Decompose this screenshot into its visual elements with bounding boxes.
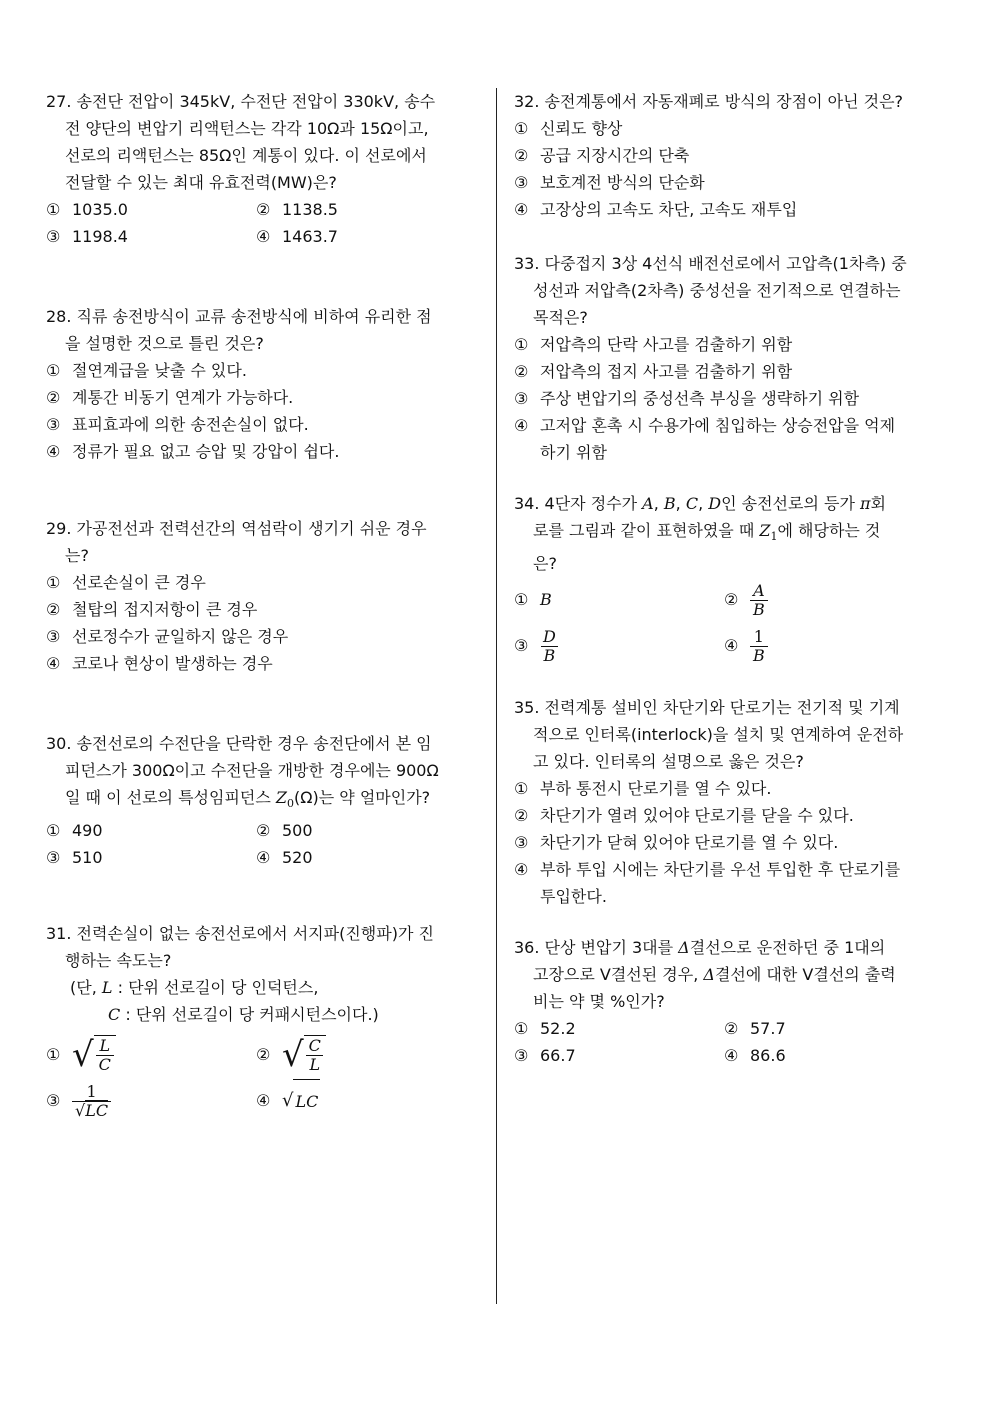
option-3[interactable] (46, 223, 256, 250)
option-4-continued (514, 883, 946, 910)
symbol-delta: Δ (678, 938, 690, 957)
option-marker: ③ (514, 1046, 529, 1065)
option-3[interactable] (514, 385, 946, 412)
option-2[interactable] (514, 802, 946, 829)
option-marker: ② (256, 821, 271, 841)
denominator (72, 1101, 111, 1120)
option-marker: ③ (46, 848, 61, 868)
option-text: 부하 통전시 단로기를 열 수 있다. (540, 779, 772, 798)
numerator: 1 (86, 1081, 97, 1101)
option-4-continued (514, 439, 946, 466)
symbol-z: Z (275, 788, 288, 807)
option-marker: ③ (46, 415, 61, 434)
radicand (304, 1035, 326, 1075)
numerator: D (543, 626, 556, 646)
option-text: B (540, 590, 552, 610)
sqrt-expression (282, 1035, 326, 1075)
stem-line: 는? (65, 546, 89, 565)
symbol-subscript: 0 (287, 797, 295, 811)
option-marker: ① (46, 200, 61, 219)
option-1[interactable] (514, 1015, 724, 1042)
option-3[interactable] (514, 623, 724, 669)
option-text: 정류가 필요 없고 승압 및 강압이 쉽다. (72, 442, 340, 461)
stem-line: 고 있다. 인터록의 설명으로 옳은 것은? (533, 752, 804, 771)
option-marker: ① (46, 821, 61, 841)
stem-line: 목적은? (533, 308, 588, 327)
option-marker: ① (514, 119, 529, 138)
question-stem (46, 515, 478, 569)
question-stem (514, 250, 946, 331)
option-4[interactable] (256, 223, 466, 250)
option-3[interactable] (514, 829, 946, 856)
option-text: 86.6 (750, 1046, 786, 1065)
option-2[interactable] (46, 384, 478, 411)
option-4[interactable] (724, 623, 934, 669)
question-stem (514, 88, 946, 115)
stem-line: 비는 약 몇 %인가? (533, 992, 665, 1011)
option-3[interactable] (514, 1042, 724, 1069)
option-text: 차단기가 닫혀 있어야 단로기를 열 수 있다. (540, 833, 839, 852)
stem-line: 전 양단의 변압기 리액턴스는 각각 10Ω과 15Ω이고, (65, 119, 429, 138)
symbol-a: A (642, 494, 654, 513)
radical-sign: √ (282, 1090, 294, 1111)
question-34 (514, 490, 946, 669)
symbol-l: L (101, 978, 113, 997)
option-1[interactable] (46, 569, 478, 596)
stem-line: 피던스가 300Ω이고 수전단을 개방한 경우에는 900Ω (65, 761, 439, 780)
question-note (46, 1001, 478, 1028)
option-text: 510 (72, 848, 103, 868)
stem-line (46, 784, 478, 817)
option-text: 520 (282, 848, 313, 868)
option-text: 490 (72, 821, 103, 841)
option-text: 선로손실이 큰 경우 (72, 573, 206, 592)
symbol-z: Z (759, 521, 771, 540)
stem-line: 34. 4단자 정수가 A, B, C, D인 송전선로의 등가 π회 (514, 494, 886, 513)
question-stem (514, 934, 946, 1015)
option-marker: ④ (256, 1091, 271, 1110)
option-1[interactable] (46, 817, 256, 844)
fraction (750, 582, 768, 619)
question-stem (46, 730, 478, 817)
numerator: 1 (753, 626, 764, 646)
option-marker: ① (46, 1045, 61, 1064)
option-text: 신뢰도 향상 (540, 119, 623, 138)
option-marker: ③ (514, 833, 529, 852)
stem-line (514, 517, 946, 550)
radical-sign: √ (75, 1100, 86, 1120)
stem-text: 회 (870, 494, 886, 513)
option-4[interactable] (46, 438, 478, 465)
option-marker: ③ (514, 636, 529, 656)
symbol-subscript: 1 (770, 530, 778, 544)
question-stem (46, 920, 478, 974)
stem-line: 성선과 저압측(2차측) 중성선을 전기적으로 연결하는 (533, 281, 901, 300)
stem-line: 을 설명한 것으로 틀린 것은? (65, 334, 264, 353)
stem-line: 전달할 수 있는 최대 유효전력(MW)은? (65, 173, 337, 192)
stem-line (514, 961, 946, 988)
option-marker: ② (514, 362, 529, 381)
option-text: 1138.5 (282, 200, 338, 219)
radicand (94, 1035, 116, 1075)
question-27 (46, 88, 478, 250)
option-marker: ③ (46, 227, 61, 246)
stem-text: 결선으로 운전하던 중 1대의 (689, 938, 886, 957)
option-marker: ④ (724, 636, 739, 656)
note-text: (단, (70, 978, 102, 997)
option-text: 차단기가 열려 있어야 단로기를 닫을 수 있다. (540, 806, 854, 825)
radicand: LC (293, 1079, 320, 1124)
option-marker: ② (724, 1019, 739, 1038)
question-stem (514, 490, 946, 577)
stem-line: 29. 가공전선과 전력선간의 역섬락이 생기기 쉬운 경우 (46, 519, 427, 538)
option-text: 고저압 혼촉 시 수용가에 침입하는 상승전압을 억제 (540, 416, 896, 435)
option-4[interactable] (514, 856, 946, 883)
stem-line: 33. 다중접지 3상 4선식 배전선로에서 고압측(1차측) 중 (514, 254, 907, 273)
stem-text: 인 송전선로의 등가 (721, 494, 860, 513)
option-marker: ③ (46, 627, 61, 646)
fraction (96, 1037, 114, 1074)
option-marker: ④ (724, 1046, 739, 1065)
option-marker: ② (256, 200, 271, 219)
option-marker: ① (514, 335, 529, 354)
answer-options (46, 196, 478, 250)
question-stem (46, 88, 478, 196)
stem-line: 30. 송전선로의 수전단을 단락한 경우 송전단에서 본 임 (46, 734, 432, 753)
numerator: A (753, 580, 765, 600)
stem-text: 34. 4단자 정수가 (514, 494, 643, 513)
option-text: 고장상의 고속도 차단, 고속도 재투입 (540, 200, 798, 219)
stem-line: 35. 전력계통 설비인 차단기와 단로기는 전기적 및 기계 (514, 698, 900, 717)
option-marker: ② (514, 146, 529, 165)
option-text: 하기 위함 (540, 443, 607, 462)
option-marker: ④ (514, 416, 529, 435)
option-3[interactable] (46, 1078, 256, 1124)
option-marker: ① (514, 1019, 529, 1038)
option-3[interactable] (46, 844, 256, 871)
question-35 (514, 694, 946, 910)
option-1[interactable] (514, 331, 946, 358)
option-2[interactable] (256, 817, 466, 844)
question-32 (514, 88, 946, 223)
symbol-delta: Δ (703, 965, 715, 984)
option-1[interactable] (514, 115, 946, 142)
option-text: 1035.0 (72, 200, 128, 219)
option-text: 1463.7 (282, 227, 338, 246)
option-4[interactable] (46, 650, 478, 677)
answer-options (514, 577, 946, 669)
question-33 (514, 250, 946, 466)
question-31 (46, 920, 478, 1124)
note-text: : 단위 선로길이 당 커패시턴스이다.) (120, 1005, 379, 1024)
stem-text: 결선에 대한 V결선의 출력 (714, 965, 896, 984)
symbol-b: B (663, 494, 676, 513)
denominator: L (306, 1055, 323, 1074)
option-text: 철탑의 접지저항이 큰 경우 (72, 600, 258, 619)
option-text: 절연계급을 낮출 수 있다. (72, 361, 247, 380)
stem-line (514, 938, 885, 957)
question-stem (514, 694, 946, 775)
stem-text: 일 때 이 선로의 특성임피던스 (65, 788, 276, 807)
option-text: 계통간 비동기 연계가 가능하다. (72, 388, 294, 407)
option-marker: ② (514, 806, 529, 825)
option-1[interactable] (46, 196, 256, 223)
option-marker: ④ (46, 442, 61, 461)
stem-text: 고장으로 V결선된 경우, (533, 965, 704, 984)
option-4[interactable] (256, 1078, 466, 1124)
stem-line: 행하는 속도는? (65, 951, 172, 970)
option-1[interactable] (46, 1032, 256, 1078)
note-text: : 단위 선로길이 당 인덕턴스, (112, 978, 319, 997)
fraction (750, 628, 768, 665)
denominator: B (541, 646, 559, 665)
option-4[interactable] (514, 412, 946, 439)
stem-text: 36. 단상 변압기 3대를 (514, 938, 679, 957)
option-text: 1198.4 (72, 227, 128, 246)
option-1[interactable] (46, 357, 478, 384)
denominator: B (750, 600, 768, 619)
option-text: 57.7 (750, 1019, 786, 1038)
symbol-pi: π (860, 494, 871, 513)
stem-line: 27. 송전단 전압이 345kV, 수전단 전압이 330kV, 송수 (46, 92, 436, 111)
fraction (540, 628, 559, 665)
option-1[interactable] (514, 577, 724, 623)
stem-line: 32. 송전계통에서 자동재폐로 방식의 장점이 아닌 것은? (514, 92, 904, 111)
option-marker: ④ (514, 200, 529, 219)
option-text: 코로나 현상이 발생하는 경우 (72, 654, 273, 673)
radicand: LC (85, 1100, 109, 1120)
option-marker: ④ (46, 654, 61, 673)
option-marker: ④ (256, 227, 271, 246)
stem-text: 에 해당하는 것 (777, 521, 881, 540)
option-3[interactable] (46, 411, 478, 438)
numerator: C (308, 1036, 321, 1055)
option-marker: ② (46, 388, 61, 407)
option-text: 52.2 (540, 1019, 576, 1038)
option-text: 부하 투입 시에는 차단기를 우선 투입한 후 단로기를 (540, 860, 901, 879)
option-text: 공급 지장시간의 단축 (540, 146, 690, 165)
option-3[interactable] (46, 623, 478, 650)
option-text: 66.7 (540, 1046, 576, 1065)
stem-line: 28. 직류 송전방식이 교류 송전방식에 비하여 유리한 점 (46, 307, 432, 326)
option-text: 선로정수가 균일하지 않은 경우 (72, 627, 289, 646)
option-4[interactable] (514, 196, 946, 223)
question-30 (46, 730, 478, 871)
option-text: 보호계전 방식의 단순화 (540, 173, 705, 192)
option-text: 500 (282, 821, 313, 841)
option-marker: ③ (514, 389, 529, 408)
option-marker: ② (46, 600, 61, 619)
stem-text: (Ω)는 약 얼마인가? (294, 788, 431, 807)
radical-sign: √ (72, 1035, 94, 1075)
option-marker: ③ (46, 1091, 61, 1110)
option-marker: ③ (514, 173, 529, 192)
stem-line: 선로의 리액턴스는 85Ω인 계통이 있다. 이 선로에서 (65, 146, 427, 165)
stem-line: 은? (533, 554, 557, 574)
denominator: B (750, 646, 768, 665)
option-text: 저압측의 단락 사고를 검출하기 위함 (540, 335, 793, 354)
option-2[interactable] (724, 1015, 934, 1042)
question-28 (46, 303, 478, 465)
option-2[interactable] (724, 577, 934, 623)
option-3[interactable] (514, 169, 946, 196)
fraction (72, 1083, 111, 1120)
stem-text: 로를 그림과 같이 표현하였을 때 (533, 521, 760, 540)
answer-options (46, 1032, 478, 1124)
symbol-c: C (685, 494, 699, 513)
option-2[interactable] (256, 196, 466, 223)
question-stem (46, 303, 478, 357)
numerator: L (99, 1036, 111, 1055)
option-text: 투입한다. (540, 887, 607, 906)
symbol-c: C (108, 1005, 121, 1024)
sqrt-expression (72, 1035, 116, 1075)
column-divider (496, 88, 497, 1304)
stem-line: 31. 전력손실이 없는 송전선로에서 서지파(진행파)가 진 (46, 924, 434, 943)
option-4[interactable] (256, 844, 466, 871)
answer-options (46, 817, 478, 871)
option-marker: ① (46, 361, 61, 380)
option-4[interactable] (724, 1042, 934, 1069)
question-note (46, 974, 478, 1001)
option-2[interactable] (46, 596, 478, 623)
option-2[interactable] (514, 358, 946, 385)
question-29 (46, 515, 478, 677)
answer-options (514, 1015, 946, 1069)
option-text: 주상 변압기의 중성선측 부싱을 생략하기 위함 (540, 389, 860, 408)
option-marker: ① (514, 590, 529, 610)
denominator: C (96, 1055, 114, 1074)
option-text: 저압측의 접지 사고를 검출하기 위함 (540, 362, 793, 381)
stem-line: 적으로 인터록(interlock)을 설치 및 연계하여 운전하 (533, 725, 904, 744)
option-marker: ④ (514, 860, 529, 879)
question-36 (514, 934, 946, 1069)
option-marker: ① (514, 779, 529, 798)
option-text: 표피효과에 의한 송전손실이 없다. (72, 415, 309, 434)
option-marker: ④ (256, 848, 271, 868)
option-2[interactable] (514, 142, 946, 169)
option-marker: ② (256, 1045, 271, 1064)
fraction (306, 1037, 324, 1074)
radical-sign: √ (282, 1035, 304, 1075)
option-marker: ② (724, 590, 739, 610)
option-1[interactable] (514, 775, 946, 802)
option-marker: ① (46, 573, 61, 592)
option-2[interactable] (256, 1032, 466, 1078)
symbol-d: D (708, 494, 722, 513)
